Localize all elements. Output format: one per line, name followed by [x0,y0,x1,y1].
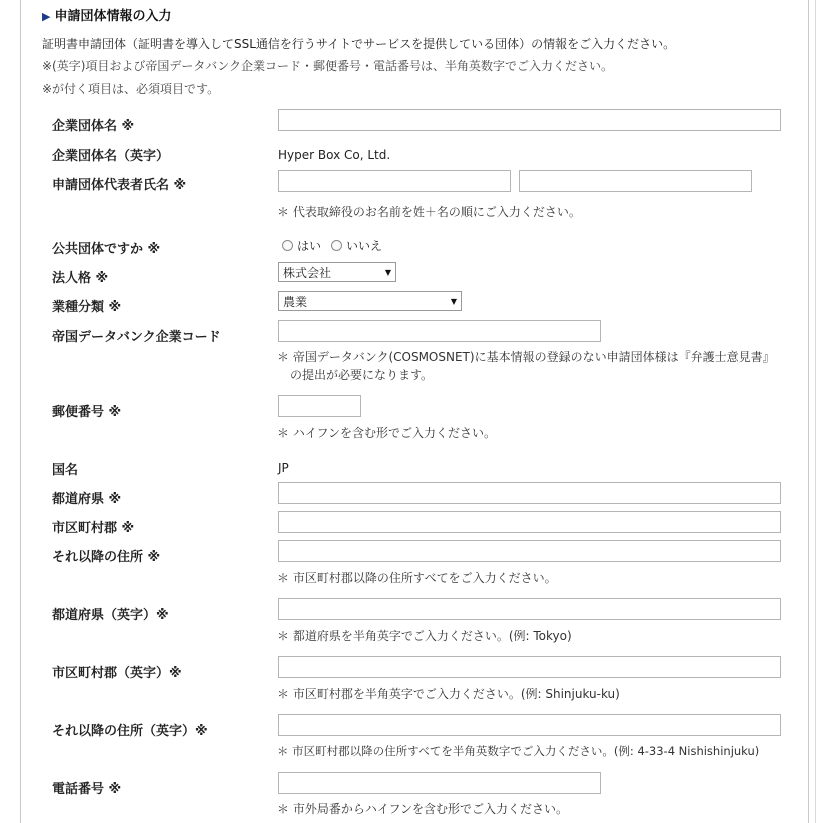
scrollbar-track[interactable] [815,0,840,823]
city-input[interactable] [278,511,781,533]
phone-hint: ＊ 市外局番からハイフンを含む形でご入力ください。 [277,802,568,816]
section-title-text: 申請団体情報の入力 [54,9,172,24]
legal-entity-label: 法人格 ※ [52,271,109,286]
public-body-no-label[interactable]: いいえ [346,239,383,253]
representative-hint: ＊ 代表取締役のお名前を姓＋名の順にご入力ください。 [277,205,581,219]
company-name-en-label: 企業団体名（英字） [52,149,170,164]
representative-last-name-input[interactable] [278,170,511,192]
postal-code-label: 郵便番号 ※ [52,405,122,420]
intro-note: ※(英字)項目および帝国データバンク企業コード・郵便番号・電話番号は、半角英数字でご入力ください。 [42,59,614,73]
legal-entity-selected: 株式会社 [283,265,332,280]
tdb-code-hint-continued: の提出が必要になります。 [290,368,434,382]
country-label: 国名 [52,463,79,478]
public-body-yes-label[interactable]: はい [297,239,322,253]
prefecture-input[interactable] [278,482,781,504]
prefecture-en-hint: ＊ 都道府県を半角英字でご入力ください。(例: Tokyo) [277,629,572,643]
public-body-label: 公共団体ですか ※ [52,242,161,257]
dropdown-arrow-icon: ▼ [450,296,457,306]
phone-label: 電話番号 ※ [52,782,122,797]
postal-code-hint: ＊ ハイフンを含む形でご入力ください。 [277,426,496,440]
prefecture-en-input[interactable] [278,598,781,620]
address-hint: ＊ 市区町村郡以降の住所すべてをご入力ください。 [277,571,557,585]
city-en-input[interactable] [278,656,781,678]
city-en-label: 市区町村郡（英字）※ [52,666,182,681]
address-en-input[interactable] [278,714,781,736]
country-value: JP [278,461,289,475]
city-label: 市区町村郡 ※ [52,521,135,536]
representative-label: 申請団体代表者氏名 ※ [52,178,187,193]
triangle-right-icon: ▶ [42,10,51,23]
address-en-label: それ以降の住所（英字）※ [52,724,208,739]
intro-text: 証明書申請団体（証明書を導入してSSL通信を行うサイトでサービスを提供している団体）の情報をご入力ください。 [42,37,676,51]
phone-input[interactable] [278,772,601,794]
tdb-code-input[interactable] [278,320,601,342]
company-name-en-value: Hyper Box Co, Ltd. [278,148,391,162]
public-body-radio-group [282,237,388,254]
postal-code-input[interactable] [278,395,361,417]
company-name-label: 企業団体名 ※ [52,119,135,134]
legal-entity-select[interactable] [278,262,396,282]
prefecture-en-label: 都道府県（英字）※ [52,608,169,623]
representative-first-name-input[interactable] [519,170,752,192]
tdb-code-label: 帝国データバンク企業コード [52,330,221,345]
public-body-yes-radio[interactable] [282,240,293,251]
address-label: それ以降の住所 ※ [52,550,161,565]
industry-selected: 農業 [283,294,308,309]
industry-label: 業種分類 ※ [52,300,122,315]
company-name-input[interactable] [278,109,781,131]
city-en-hint: ＊ 市区町村郡を半角英字でご入力ください。(例: Shinjuku-ku) [277,687,620,701]
section-title [42,5,171,24]
prefecture-label: 都道府県 ※ [52,492,122,507]
address-input[interactable] [278,540,781,562]
required-note: ※が付く項目は、必須項目です。 [42,82,220,96]
tdb-code-hint: ＊ 帝国データバンク(COSMOSNET)に基本情報の登録のない申請団体様は『弁護士意見書』 [277,350,775,364]
address-en-hint: ＊ 市区町村郡以降の住所すべてを半角英数字でご入力ください。(例: 4-33-4 Nishishinjuku) [277,744,760,758]
dropdown-arrow-icon: ▼ [384,267,391,277]
public-body-no-radio[interactable] [331,240,342,251]
industry-select[interactable] [278,291,462,311]
